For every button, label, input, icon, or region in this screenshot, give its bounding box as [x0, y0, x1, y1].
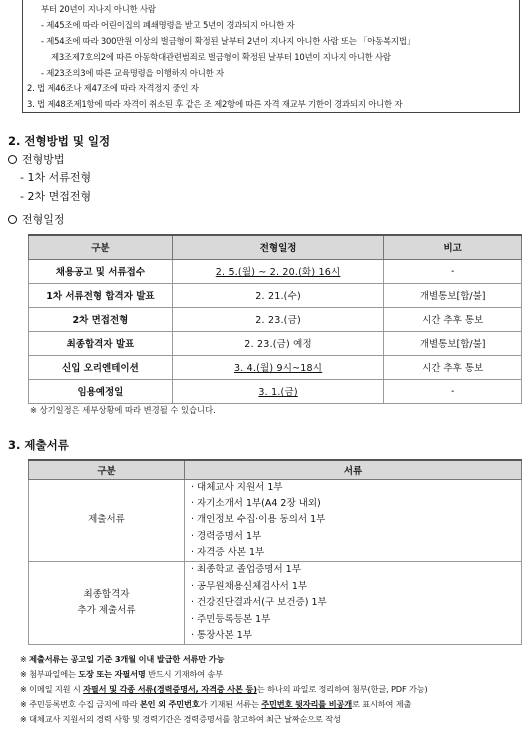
section-2-heading: 2. 전형방법 및 일정 — [8, 134, 111, 148]
schedule-header-remark: 비고 — [384, 235, 522, 259]
schedule-cell: 1차 서류전형 합격자 발표 — [29, 283, 173, 307]
list-item: · 개인정보 수집·이용 동의서 1부 — [191, 514, 326, 526]
schedule-cell: 2. 5.(월) ~ 2. 20.(화) 16시 — [172, 259, 384, 283]
table-row — [29, 379, 522, 403]
circle-bullet-icon — [8, 155, 17, 164]
documents-header-row — [29, 460, 522, 479]
documents-list — [185, 479, 522, 562]
table-row — [29, 259, 522, 283]
table-row — [29, 479, 522, 562]
list-item: · 최종학교 졸업증명서 1부 — [191, 564, 301, 576]
method-item-2: - 2차 면접전형 — [20, 190, 92, 203]
list-item: · 자격증 사본 1부 — [191, 547, 265, 559]
disq-line-2: - 제45조에 따라 어린이집의 폐쇄명령을 받고 5년이 경과되지 아니한 자 — [41, 20, 295, 30]
documents-header-category: 구분 — [29, 460, 185, 479]
schedule-cell: 개별통보[합/불] — [384, 283, 522, 307]
disqualification-box — [22, 0, 520, 113]
schedule-table — [28, 234, 522, 404]
schedule-cell: 2. 21.(수) — [172, 283, 384, 307]
schedule-cell: 신입 오리엔테이션 — [29, 355, 173, 379]
reference-mark-icon: ※ — [20, 699, 27, 709]
footnote-5: ※ 대체교사 지원서의 경력 사항 및 경력기간은 경력증명서를 참고하여 최근 날짜순으로 작성 — [20, 714, 341, 724]
disq-line-4: 제3조제7호의2에 따른 아동학대관련범죄로 벌금형이 확정된 날부터 10년이 지나지 아니한 사람 — [51, 52, 391, 62]
schedule-cell: - — [384, 379, 522, 403]
list-item: · 주민등록등본 1부 — [191, 613, 271, 625]
schedule-cell: 3. 4.(월) 9시~18시 — [172, 355, 384, 379]
schedule-cell: 시간 추후 통보 — [384, 307, 522, 331]
category-line: 최종합격자 — [83, 589, 130, 601]
list-item: · 통장사본 1부 — [191, 630, 252, 642]
disq-line-3: - 제54조에 따라 300만원 이상의 벌금형이 확정된 날부터 2년이 지나지 아니한 사람 또는 「아동복지법」 — [41, 36, 415, 46]
documents-category — [29, 562, 185, 645]
reference-mark-icon: ※ — [20, 714, 27, 724]
schedule-header-category: 구분 — [29, 235, 173, 259]
schedule-cell: 최종합격자 발표 — [29, 331, 173, 355]
method-item-1: - 1차 서류전형 — [20, 171, 92, 184]
table-row — [29, 331, 522, 355]
disq-line-5: - 제23조의3에 따른 교육명령을 이행하지 아니한 자 — [41, 68, 224, 78]
footnote-2: ※ 첨부파일에는 도장 또는 자필서명 반드시 기재하여 송부 — [20, 669, 223, 679]
reference-mark-icon: ※ — [20, 684, 27, 694]
table-row — [29, 355, 522, 379]
reference-mark-icon: ※ — [20, 669, 27, 679]
schedule-cell: 2. 23.(금) — [172, 307, 384, 331]
section-3-heading: 3. 제출서류 — [8, 438, 69, 452]
schedule-label: 전형일정 — [8, 211, 65, 227]
list-item: · 대체교사 지원서 1부 — [191, 481, 283, 493]
table-row — [29, 562, 522, 645]
circle-bullet-icon — [8, 215, 17, 224]
schedule-cell: 시간 추후 통보 — [384, 355, 522, 379]
disq-line-7: 3. 법 제48조제1항에 따라 자격이 취소된 후 같은 조 제2항에 따른 자격 재교부 기한이 경과되지 아니한 자 — [27, 99, 403, 109]
category-line: 추가 제출서류 — [77, 605, 136, 617]
documents-category: 제출서류 — [29, 479, 185, 562]
schedule-header-date: 전형일정 — [172, 235, 384, 259]
disq-line-1: 부터 20년이 지나지 아니한 사람 — [41, 4, 156, 14]
disq-line-6: 2. 법 제46조나 제47조에 따라 자격정지 중인 자 — [27, 83, 199, 93]
footnote-1: ※ 제출서류는 공고일 기준 3개월 이내 발급한 서류만 가능 — [20, 654, 225, 664]
list-item: · 경력증명서 1부 — [191, 530, 262, 542]
documents-header-docs: 서류 — [185, 460, 522, 479]
list-item: · 자기소개서 1부(A4 2장 내외) — [191, 497, 321, 509]
schedule-cell: 2. 23.(금) 예정 — [172, 331, 384, 355]
schedule-header-row — [29, 235, 522, 259]
reference-mark-icon: ※ — [20, 654, 27, 664]
method-label: 전형방법 — [8, 151, 65, 167]
schedule-cell: - — [384, 259, 522, 283]
list-item: · 건강진단결과서(구 보건증) 1부 — [191, 597, 327, 609]
schedule-cell: 임용예정일 — [29, 379, 173, 403]
footnote-4: ※ 주민등록번호 수집 금지에 따라 본인 외 주민번호가 기재된 서류는 주민번호 뒷자리를 비공개로 표시하여 제출 — [20, 699, 412, 709]
documents-list — [185, 562, 522, 645]
schedule-cell: 2차 면접전형 — [29, 307, 173, 331]
schedule-cell: 개별통보[합/불] — [384, 331, 522, 355]
schedule-note: ※ 상기일정은 세부상황에 따라 변경될 수 있습니다. — [30, 405, 216, 415]
table-row — [29, 283, 522, 307]
table-row — [29, 307, 522, 331]
list-item: · 공무원채용신체검사서 1부 — [191, 580, 308, 592]
schedule-cell: 3. 1.(금) — [172, 379, 384, 403]
footnote-3: ※ 이메일 지원 시 자필서 및 각종 서류(경력증명서, 자격증 사본 등)는 하나의 파일로 정리하여 첨부(한글, PDF 가능) — [20, 684, 428, 694]
documents-table — [28, 459, 522, 645]
schedule-cell: 채용공고 및 서류접수 — [29, 259, 173, 283]
